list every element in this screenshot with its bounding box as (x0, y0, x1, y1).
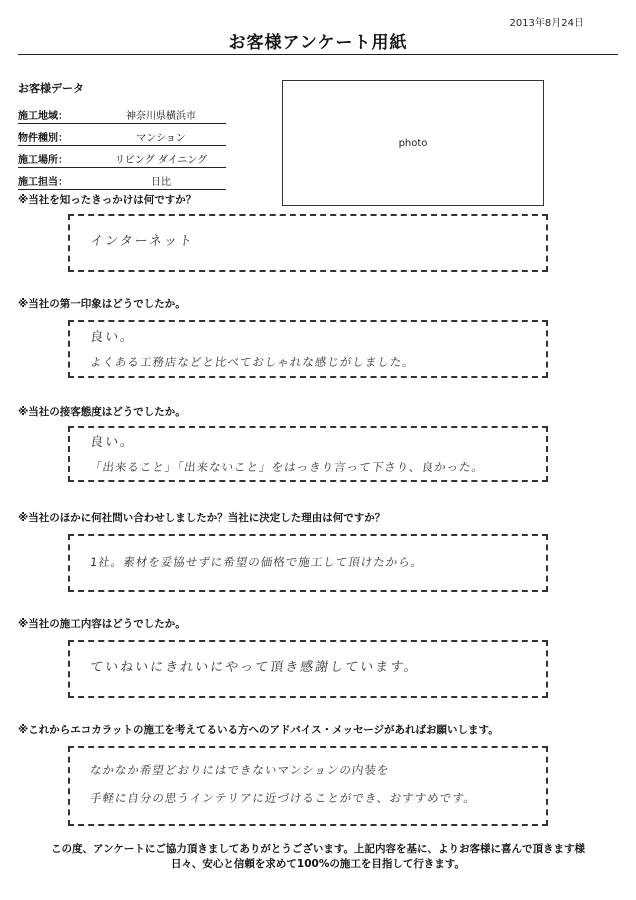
footer-line-2: 日々、安心と信頼を求めて100%の施工を目指して行きます。 (170, 858, 466, 870)
question-2: ※当社の第一印象はどうでしたか。 (18, 298, 186, 310)
answer-4-line-1: 1社。素材を妥協せずに希望の価格で施工して頂けたから。 (89, 555, 425, 569)
info-value: マンション (136, 133, 186, 144)
info-value: 日比 (151, 177, 171, 188)
info-key: 施工担当： (18, 177, 68, 188)
info-row-property-type (18, 126, 226, 146)
customer-info-table (18, 104, 226, 192)
answer-5-line-1: ていねいにきれいにやって頂き感謝しています。 (89, 660, 421, 675)
photo-placeholder (282, 80, 544, 206)
footer-line-1: この度、アンケートにご協力頂きましてありがとうございます。上記内容を基に、よりお客様に喜んで頂きます様 (50, 843, 586, 855)
title-underline (18, 54, 618, 55)
answer-box-2 (68, 320, 548, 378)
customer-data-label: お客様データ (18, 82, 84, 95)
photo-label: photo (398, 137, 428, 149)
answer-box-3 (68, 426, 548, 482)
answer-box-5 (68, 640, 548, 698)
question-1: ※当社を知ったきっかけは何ですか？ (18, 194, 197, 206)
info-row-region (18, 104, 226, 124)
info-key: 施工場所： (18, 155, 68, 166)
info-row-location (18, 148, 226, 168)
answer-box-4 (68, 534, 548, 592)
question-3: ※当社の接客態度はどうでしたか。 (18, 406, 186, 418)
answer-box-1 (68, 214, 548, 272)
question-5: ※当社の施工内容はどうでしたか。 (18, 618, 186, 630)
info-value: 神奈川県横浜市 (126, 111, 196, 122)
answer-6-line-1: なかなか希望どおりにはできないマンションの内装を (89, 763, 391, 777)
info-row-staff (18, 170, 226, 190)
survey-date: 2013年8月24日 (509, 18, 584, 29)
info-value: リビング ダイニング (114, 155, 208, 166)
page-title: お客様アンケート用紙 (228, 33, 408, 53)
answer-1-line-1: インターネット (89, 234, 195, 249)
answer-box-6 (68, 746, 548, 826)
answer-2-line-2: よくある工務店などと比べておしゃれな感じがしました。 (89, 355, 416, 369)
answer-6-line-2: 手軽に自分の思うインテリアに近づけることができ、おすすめです。 (89, 791, 478, 805)
question-6: ※これからエコカラットの施工を考えてるいる方へのアドバイス・メッセージがあればお願いします。 (18, 724, 499, 736)
answer-3-line-2: 「出来ること」「出来ないこと」をはっきり言って下さり、良かった。 (89, 460, 486, 474)
answer-3-line-1: 良い。 (89, 435, 137, 450)
answer-2-line-1: 良い。 (89, 330, 137, 345)
footer-message (0, 842, 636, 872)
question-4: ※当社のほかに何社問い合わせしましたか？当社に決定した理由は何ですか？ (18, 512, 386, 524)
info-key: 施工地域： (18, 111, 68, 122)
info-key: 物件種別： (18, 133, 68, 144)
